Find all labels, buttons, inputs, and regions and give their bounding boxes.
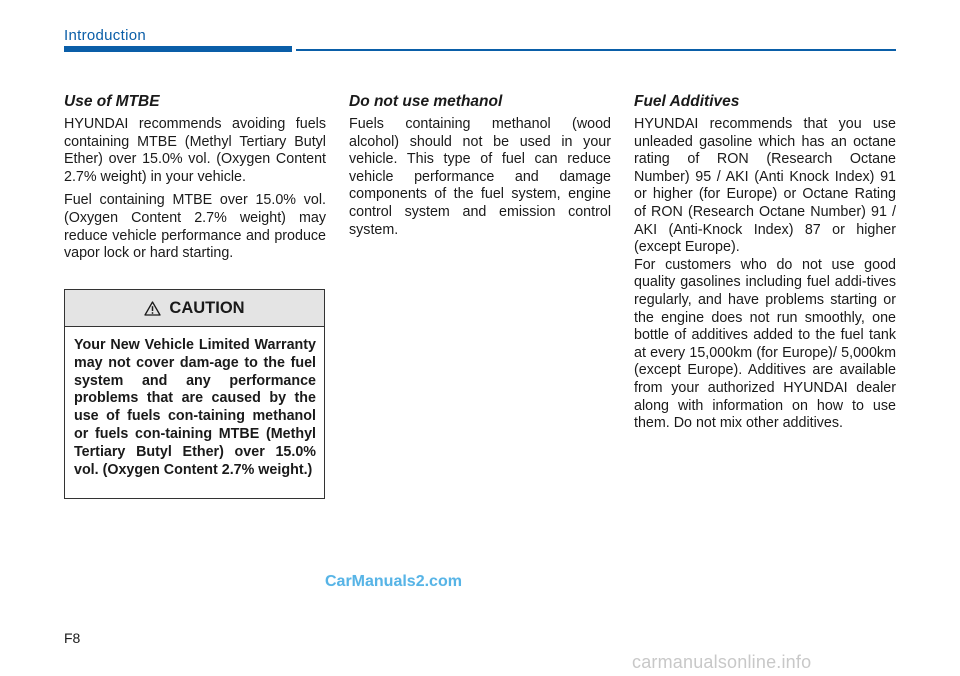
- methanol-heading: Do not use methanol: [349, 93, 503, 110]
- mtbe-heading: Use of MTBE: [64, 93, 160, 110]
- caution-box: [64, 289, 325, 499]
- additives-heading: Fuel Additives: [634, 93, 740, 110]
- column-methanol: [349, 93, 611, 239]
- additives-paragraph-2: For customers who do not use good quality gasolines including fuel addi-tives regularly, and have problems starting or the engine does not run smoothly, one bottle of additives added to the fuel tank at every 15,000km (for Europe)/ 5,000km (except Europe). Additives are available from your authorized HYUNDAI dealer along with information on how to use them. Do not mix other additives.: [634, 256, 896, 432]
- mtbe-paragraph-1: HYUNDAI recommends avoiding fuels containing MTBE (Methyl Tertiary Butyl Ether) over 15.0% vol. (Oxygen Content 2.7% weight) in your vehicle.: [64, 116, 326, 185]
- column-fuel-additives: [634, 93, 896, 433]
- column-mtbe: [64, 93, 326, 263]
- page-number: F8: [64, 630, 81, 646]
- header-rule-thick: [64, 46, 292, 52]
- methanol-paragraph-1: Fuels containing methanol (wood alcohol) should not be used in your vehicle. This type of fuel can reduce vehicle performance and damage components of the fuel system, engine control system and emission control system.: [349, 116, 611, 238]
- caution-title: CAUTION: [169, 298, 245, 317]
- caution-body: Your New Vehicle Limited Warranty may not cover dam-age to the fuel system and any performance problems that are caused by the use of fuels con-taining methanol or fuels con-taining MTBE (Methyl Tertiary Butyl Ether) over 15.0% vol. (Oxygen Content 2.7% weight.): [74, 337, 316, 478]
- watermark-link[interactable]: CarManuals2.com: [325, 573, 462, 590]
- footer-site-watermark: carmanualsonline.info: [632, 652, 812, 672]
- warning-triangle-icon: [144, 301, 161, 316]
- caution-header: [65, 290, 324, 327]
- mtbe-paragraph-2: Fuel containing MTBE over 15.0% vol. (Oxygen Content 2.7% weight) may reduce vehicle performance and produce vapor lock or hard starting.: [64, 192, 326, 262]
- additives-paragraph-1: HYUNDAI recommends that you use unleaded gasoline which has an octane rating of RON (Research Octane Number) 95 / AKI (Anti Knock Index) 91 or higher (for Europe) or Octane Rating of RON (Research Octane Number) 91 / AKI (Anti-Knock Index) 87 or higher (except Europe).: [634, 116, 896, 256]
- section-title: Introduction: [64, 27, 146, 44]
- header-rule-thin: [296, 49, 896, 51]
